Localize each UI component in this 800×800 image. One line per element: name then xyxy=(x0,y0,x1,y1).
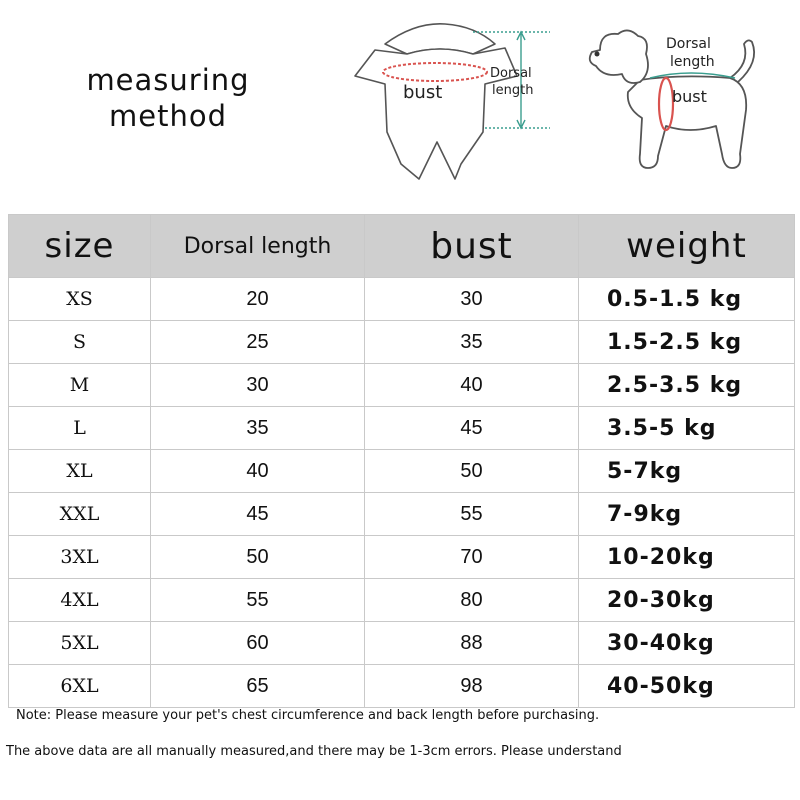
table-header-row xyxy=(9,215,795,278)
garment-bust-label: bust xyxy=(403,82,443,103)
header-bust: bust xyxy=(365,215,579,278)
cell-dorsal: 50 xyxy=(151,536,365,579)
cell-bust: 88 xyxy=(365,622,579,665)
cell-dorsal: 65 xyxy=(151,665,365,708)
cell-weight: 0.5-1.5 kg xyxy=(579,278,795,321)
title-line-1: measuring xyxy=(86,63,250,97)
header-weight: weight xyxy=(579,215,795,278)
size-chart-table xyxy=(8,214,795,708)
garment-diagram xyxy=(345,14,560,194)
cell-size: L xyxy=(9,407,151,450)
cell-size: XS xyxy=(9,278,151,321)
cell-bust: 35 xyxy=(365,321,579,364)
note-errors: The above data are all manually measured,and there may be 1-3cm errors. Please understand xyxy=(6,744,622,759)
header-dorsal-length: Dorsal length xyxy=(151,215,365,278)
cell-size: XXL xyxy=(9,493,151,536)
cell-bust: 98 xyxy=(365,665,579,708)
cell-bust: 50 xyxy=(365,450,579,493)
title-line-2: method xyxy=(109,99,227,133)
table-row xyxy=(9,622,795,665)
cell-weight: 3.5-5 kg xyxy=(579,407,795,450)
table-row xyxy=(9,579,795,622)
dog-dorsal-label-1: Dorsal xyxy=(666,36,711,52)
cell-size: S xyxy=(9,321,151,364)
table-row xyxy=(9,364,795,407)
cell-weight: 1.5-2.5 kg xyxy=(579,321,795,364)
note-measure: Note: Please measure your pet's chest circumference and back length before purchasing. xyxy=(16,708,600,723)
cell-size: 4XL xyxy=(9,579,151,622)
cell-bust: 45 xyxy=(365,407,579,450)
table-row xyxy=(9,536,795,579)
garment-dorsal-label-2: length xyxy=(492,83,534,98)
cell-bust: 80 xyxy=(365,579,579,622)
page-title xyxy=(78,62,258,134)
cell-bust: 55 xyxy=(365,493,579,536)
cell-weight: 20-30kg xyxy=(579,579,795,622)
table-row xyxy=(9,493,795,536)
cell-weight: 7-9kg xyxy=(579,493,795,536)
cell-size: M xyxy=(9,364,151,407)
cell-dorsal: 35 xyxy=(151,407,365,450)
cell-weight: 5-7kg xyxy=(579,450,795,493)
dog-bust-label: bust xyxy=(672,87,707,106)
cell-dorsal: 25 xyxy=(151,321,365,364)
cell-dorsal: 55 xyxy=(151,579,365,622)
cell-bust: 30 xyxy=(365,278,579,321)
cell-weight: 40-50kg xyxy=(579,665,795,708)
garment-dorsal-label-1: Dorsal xyxy=(490,66,532,81)
cell-dorsal: 40 xyxy=(151,450,365,493)
cell-size: 3XL xyxy=(9,536,151,579)
table-row xyxy=(9,278,795,321)
header-size: size xyxy=(9,215,151,278)
cell-bust: 40 xyxy=(365,364,579,407)
cell-size: 6XL xyxy=(9,665,151,708)
table-row xyxy=(9,321,795,364)
table-row xyxy=(9,665,795,708)
cell-bust: 70 xyxy=(365,536,579,579)
cell-size: XL xyxy=(9,450,151,493)
dog-dorsal-label-2: length xyxy=(670,54,715,70)
cell-dorsal: 30 xyxy=(151,364,365,407)
cell-dorsal: 60 xyxy=(151,622,365,665)
cell-weight: 2.5-3.5 kg xyxy=(579,364,795,407)
table-row xyxy=(9,450,795,493)
cell-dorsal: 20 xyxy=(151,278,365,321)
cell-size: 5XL xyxy=(9,622,151,665)
table-row xyxy=(9,407,795,450)
cell-dorsal: 45 xyxy=(151,493,365,536)
cell-weight: 30-40kg xyxy=(579,622,795,665)
cell-weight: 10-20kg xyxy=(579,536,795,579)
dog-diagram xyxy=(570,22,770,187)
